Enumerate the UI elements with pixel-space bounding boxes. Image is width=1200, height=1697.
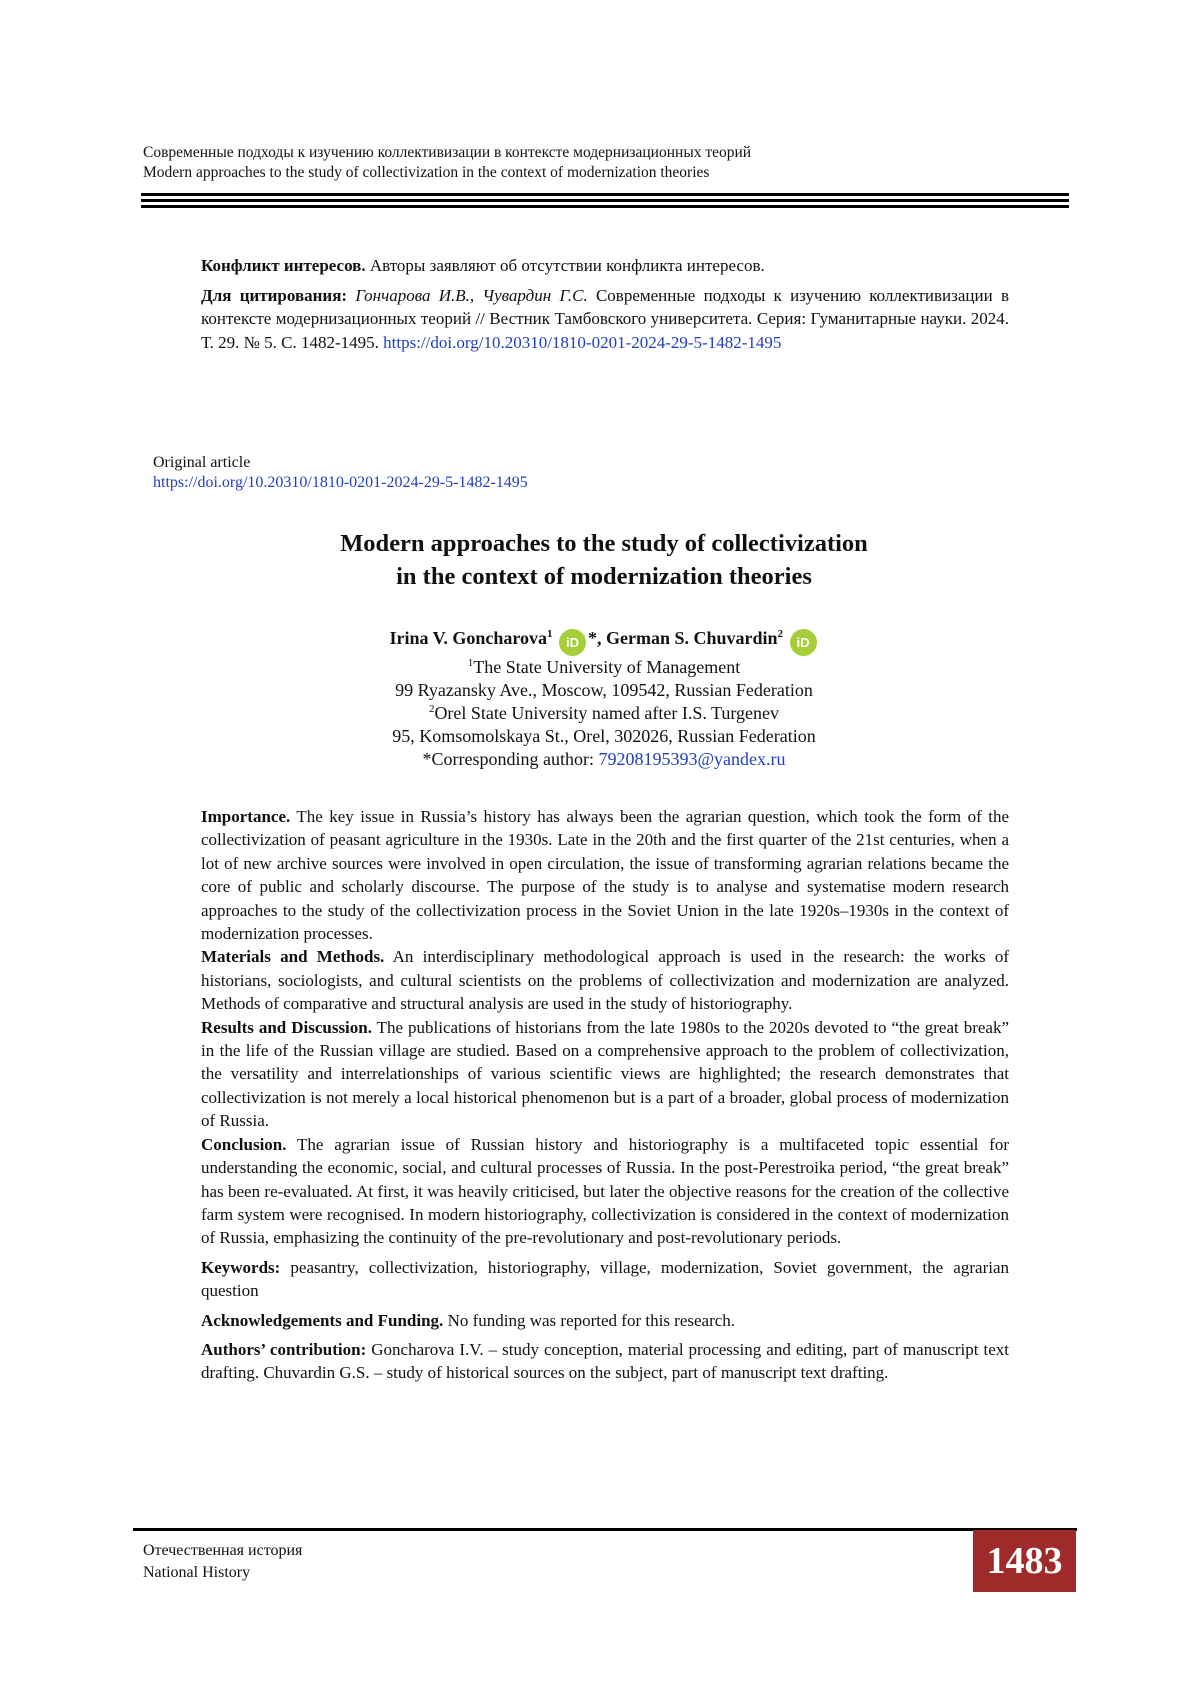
abstract bbox=[201, 805, 1009, 1385]
keywords bbox=[201, 1256, 1009, 1303]
funding-text: No funding was reported for this research. bbox=[443, 1310, 736, 1330]
contribution-label: Authors’ contribution: bbox=[201, 1339, 367, 1359]
corresponding-email-link[interactable]: 79208195393@yandex.ru bbox=[598, 749, 786, 769]
conflict-of-interest bbox=[201, 254, 1009, 278]
conflict-text: Авторы заявляют об отсутствии конфликта интересов. bbox=[365, 256, 765, 275]
affiliation-2-name: Orel State University named after I.S. Turgenev bbox=[434, 703, 780, 723]
running-head bbox=[143, 143, 751, 183]
affiliation-1-name: The State University of Management bbox=[473, 657, 741, 677]
corresponding-label: *Corresponding author: bbox=[422, 749, 599, 769]
corresponding-author bbox=[200, 748, 1008, 771]
methods-text: An interdisciplinary methodological approach is used in the research: the works of historians, sociologists, and cultural scientists on the problems of collectivization and modernization are analyzed. Methods of comparative and structural analysis are used in the study of historiography. bbox=[201, 947, 1009, 1014]
affiliation-2-address: 95, Komsomolskaya St., Orel, 302026, Russian Federation bbox=[392, 726, 816, 746]
abstract-importance bbox=[201, 805, 1009, 945]
header-rule bbox=[141, 193, 1069, 208]
article-type: Original article bbox=[153, 454, 251, 471]
author-1-affil: 1 bbox=[547, 628, 553, 640]
author-2-name: German S. Chuvardin bbox=[606, 628, 778, 648]
conclusion-text: The agrarian issue of Russian history and historiography is a multifaceted topic essential for understanding the economic, social, and cultural processes of Russia. In the post-Perestroika period, “the great break” has been re-evaluated. At first, it was heavily criticised, but later the objective reasons for the creation of the collective farm system were recognised. In modern historiography, collectivization is considered in the context of modernization of Russia, emphasizing the continuity of the pre-revolutionary and post-revolutionary periods. bbox=[201, 1134, 1009, 1248]
keywords-label: Keywords: bbox=[201, 1257, 281, 1277]
conclusion-label: Conclusion. bbox=[201, 1134, 287, 1154]
running-head-en: Modern approaches to the study of collectivization in the context of modernization theories bbox=[143, 164, 710, 181]
affiliation-1-sup: 1 bbox=[467, 657, 474, 669]
title-line-2: in the context of modernization theories bbox=[396, 563, 812, 590]
citation-label: Для цитирования: bbox=[201, 285, 348, 305]
affiliation-1-address: 99 Ryazansky Ave., Moscow, 109542, Russian Federation bbox=[395, 680, 813, 700]
author-1-name: Irina V. Goncharova bbox=[389, 628, 547, 648]
citation-text: Современные подходы к изучению коллективизации в контексте модернизационных теорий // Вестник Тамбовского университета. Серия: Гуманитарные науки. 2024. Т. 29. № 5. С. 1482-1495. bbox=[201, 285, 1009, 352]
authors-contribution bbox=[201, 1338, 1009, 1385]
running-head-ru: Современные подходы к изучению коллективизации в контексте модернизационных теорий bbox=[143, 144, 752, 161]
methods-label: Materials and Methods. bbox=[201, 947, 385, 967]
article-type-block bbox=[153, 453, 528, 493]
orcid-icon[interactable]: iD bbox=[790, 629, 817, 656]
keywords-text: peasantry, collectivization, historiography, village, modernization, Soviet government, the agrarian question bbox=[201, 1257, 1009, 1301]
citation-doi-link[interactable]: https://doi.org/10.20310/1810-0201-2024-29-5-1482-1495 bbox=[383, 332, 782, 352]
citation-authors: Гончарова И.В., Чувардин Г.С. bbox=[347, 285, 588, 305]
contribution-text: Goncharova I.V. – study conception, material processing and editing, part of manuscript text drafting. Chuvardin G.S. – study of historical sources on the subject, part of manuscript text drafting. bbox=[201, 1339, 1009, 1383]
footer-journal-ru: Отечественная история bbox=[143, 1542, 303, 1559]
results-label: Results and Discussion. bbox=[201, 1017, 372, 1037]
footer-rule bbox=[133, 1528, 1077, 1531]
author-separator: *, bbox=[588, 628, 606, 648]
funding bbox=[201, 1309, 1009, 1332]
article-doi-link[interactable]: https://doi.org/10.20310/1810-0201-2024-29-5-1482-1495 bbox=[153, 474, 528, 491]
citation bbox=[201, 284, 1009, 355]
affiliation-1 bbox=[200, 656, 1008, 679]
russian-metadata bbox=[201, 254, 1009, 360]
affiliation-2-sup: 2 bbox=[428, 703, 435, 715]
conflict-label: Конфликт интересов. bbox=[201, 256, 366, 275]
abstract-conclusion bbox=[201, 1133, 1009, 1250]
results-text: The publications of historians from the late 1980s to the 2020s devoted to “the great break” in the life of the Russian village are studied. Based on a comprehensive approach to the problem of collectivization, the versatility and interrelationships of various scientific views are highlighted; the research demonstrates that collectivization is not merely a local historical phenomenon but is a part of a broader, global process of modernization of Russia. bbox=[201, 1017, 1009, 1131]
footer-journal bbox=[143, 1540, 302, 1584]
abstract-results bbox=[201, 1016, 1009, 1133]
importance-label: Importance. bbox=[201, 807, 291, 826]
title-line-1: Modern approaches to the study of collectivization bbox=[340, 530, 868, 557]
affiliation-2 bbox=[200, 702, 1008, 725]
orcid-icon[interactable]: iD bbox=[559, 629, 586, 656]
abstract-methods bbox=[201, 945, 1009, 1015]
funding-label: Acknowledgements and Funding. bbox=[201, 1310, 444, 1330]
footer-journal-en: National History bbox=[143, 1564, 251, 1581]
article-title bbox=[200, 527, 1008, 593]
page-number: 1483 bbox=[973, 1530, 1076, 1592]
author-names bbox=[200, 627, 1008, 656]
author-2-affil: 2 bbox=[777, 628, 784, 640]
importance-text: The key issue in Russia’s history has always been the agrarian question, which took the form of the collectivization of peasant agriculture in the 1930s. Late in the 20th and the first quarter of the 21st centuries, when a lot of new archive sources were involved in open circulation, the issue of transforming agrarian relations became the core of public and scholarly discourse. The purpose of the study is to analyse and systematise modern research approaches to the study of the collectivization process in the Soviet Union in the late 1920s–1930s in the context of modernization processes. bbox=[201, 807, 1009, 944]
authors-block bbox=[200, 627, 1008, 771]
